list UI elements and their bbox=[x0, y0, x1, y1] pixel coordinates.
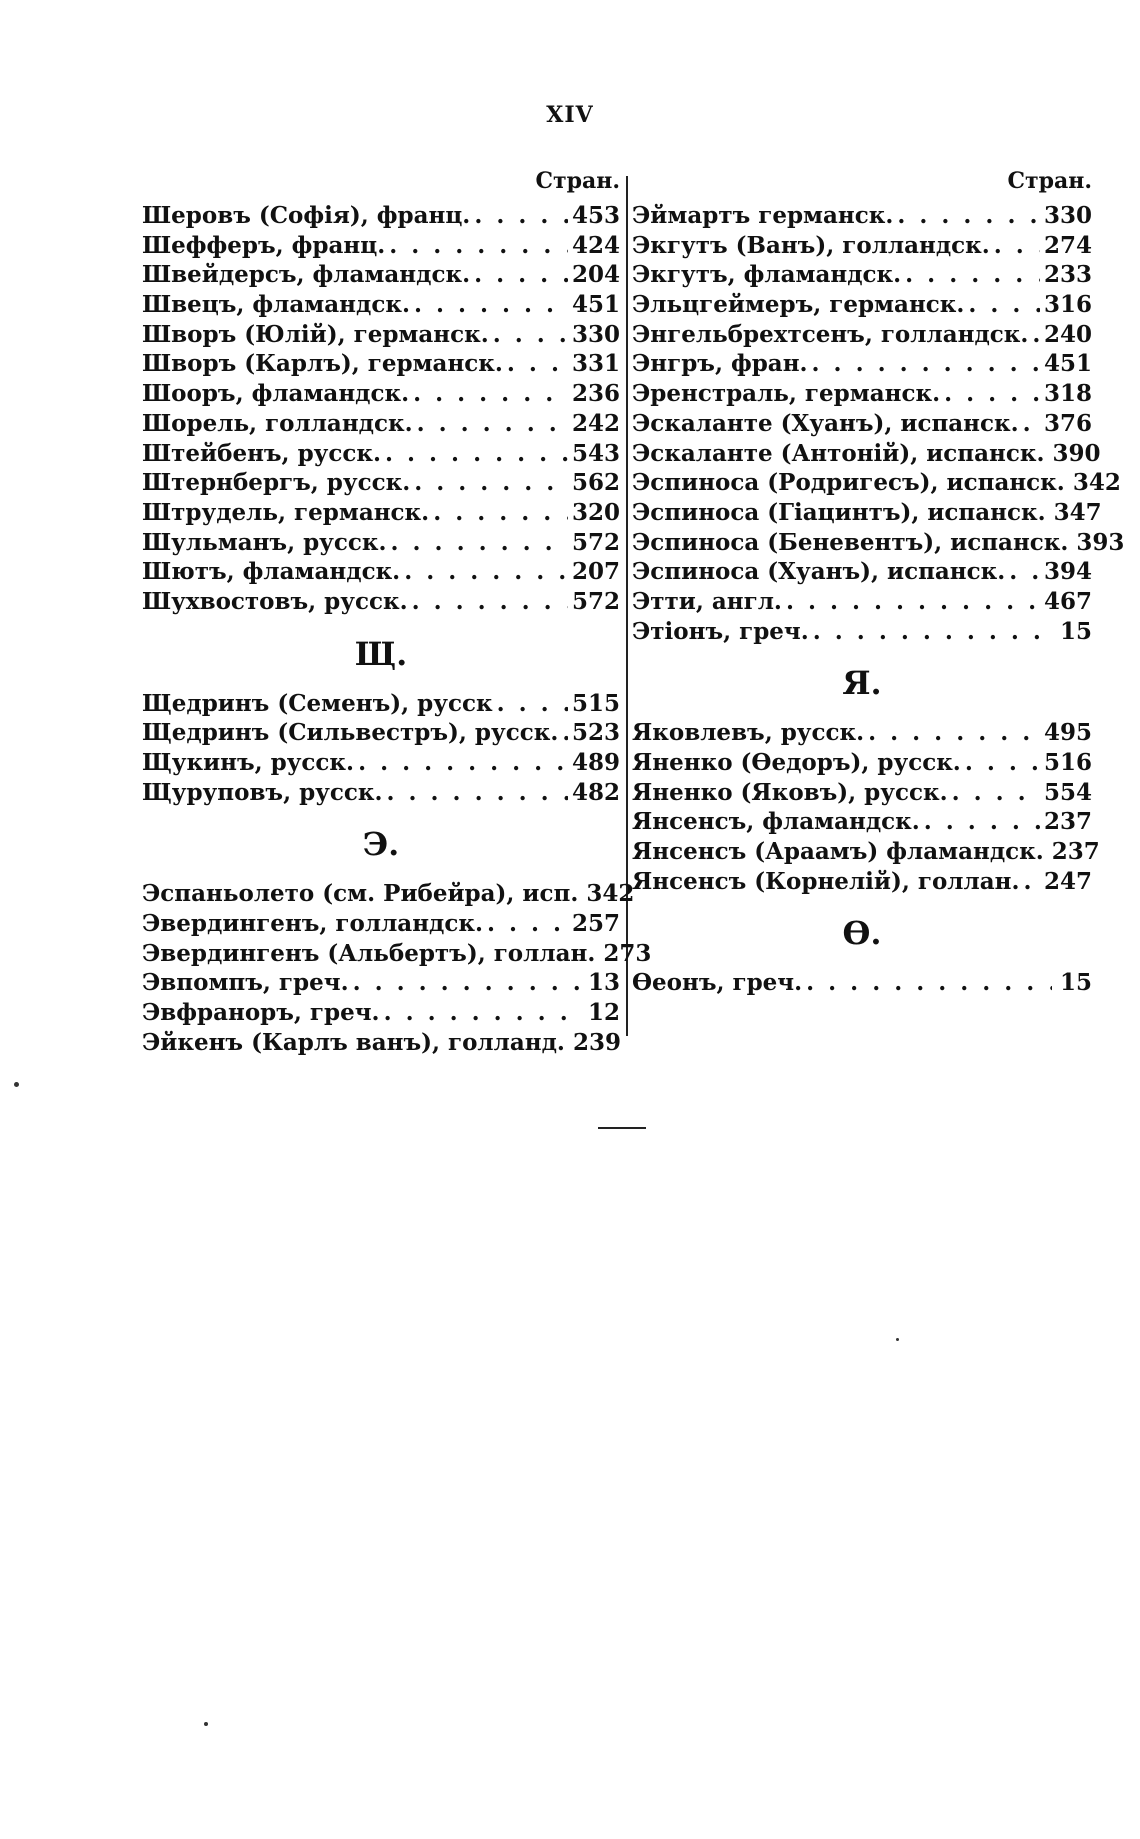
leader-dots bbox=[414, 469, 568, 496]
leader-dots bbox=[413, 380, 568, 407]
leader-dots bbox=[404, 558, 568, 585]
entry-name: Эвпомпъ, греч. bbox=[142, 969, 349, 997]
leader-dots bbox=[417, 410, 568, 437]
index-entry bbox=[632, 350, 1092, 380]
entry-page: 482 bbox=[571, 778, 620, 806]
right-column-header: Стран. bbox=[1007, 168, 1092, 194]
index-entry bbox=[632, 232, 1092, 262]
right-column bbox=[632, 168, 1125, 999]
entry-page: 342 bbox=[586, 880, 635, 908]
entry-name: Янсенсъ, фламандск. bbox=[632, 808, 920, 836]
entry-name: Швейдерсъ, фламандск. bbox=[142, 261, 471, 289]
index-entry bbox=[632, 498, 1102, 529]
entry-page: 331 bbox=[571, 350, 620, 378]
entry-name: Шорель, голландск. bbox=[142, 409, 413, 437]
index-entry bbox=[142, 202, 620, 232]
index-entry bbox=[632, 410, 1092, 440]
end-rule bbox=[598, 1127, 646, 1129]
entry-name: Штейбенъ, русск. bbox=[142, 439, 382, 467]
entry-page: 393 bbox=[1076, 528, 1125, 556]
leader-dots bbox=[868, 719, 1040, 746]
index-entry bbox=[632, 719, 1092, 749]
index-entry bbox=[142, 939, 652, 970]
entry-page: 237 bbox=[1043, 808, 1092, 836]
index-entry bbox=[142, 588, 620, 618]
index-entry bbox=[632, 261, 1092, 291]
left-group-shch bbox=[142, 690, 620, 809]
leader-dots bbox=[944, 380, 1040, 407]
entry-page: 572 bbox=[571, 587, 620, 615]
leader-dots bbox=[1023, 410, 1040, 437]
leader-dots bbox=[924, 808, 1040, 835]
index-entry bbox=[142, 910, 620, 940]
entry-page: 247 bbox=[1043, 867, 1092, 895]
index-entry bbox=[142, 779, 620, 809]
index-entry bbox=[142, 999, 620, 1029]
entry-page: 523 bbox=[571, 719, 620, 747]
entry-name: Эльцгеймеръ, германск. bbox=[632, 291, 965, 319]
left-column bbox=[142, 168, 652, 1059]
entry-name: Яненко (Ѳедоръ), русск. bbox=[632, 749, 961, 776]
entry-name: Эйкенъ (Карлъ ванъ), голланд. bbox=[142, 1028, 565, 1056]
entry-name: Эспиноса (Беневентъ), испанск. bbox=[632, 528, 1069, 556]
entry-page: 316 bbox=[1043, 291, 1092, 319]
entry-page: 467 bbox=[1043, 587, 1092, 615]
entry-name: Шухвостовъ, русск. bbox=[142, 587, 408, 615]
entry-name: Ѳеонъ, греч. bbox=[632, 969, 803, 997]
leader-dots bbox=[1032, 321, 1040, 348]
index-entry bbox=[632, 380, 1092, 410]
entry-page: 13 bbox=[587, 969, 620, 997]
leader-dots bbox=[813, 618, 1052, 645]
leader-dots bbox=[994, 232, 1040, 259]
index-entry bbox=[142, 291, 620, 321]
left-group-e bbox=[142, 880, 652, 1058]
leader-dots bbox=[389, 232, 568, 259]
entry-name: Эспаньолето (см. Рибейра), исп. bbox=[142, 880, 579, 908]
entry-name: Шефферъ, франц. bbox=[142, 231, 386, 259]
index-entry bbox=[142, 969, 620, 999]
index-entry bbox=[142, 469, 620, 499]
entry-page: 237 bbox=[1051, 838, 1100, 866]
index-entry bbox=[142, 529, 620, 559]
leader-dots bbox=[562, 719, 568, 746]
entry-page: 12 bbox=[587, 999, 620, 1027]
index-entry bbox=[142, 690, 620, 720]
entry-name: Экгутъ (Ванъ), голландск. bbox=[632, 231, 990, 259]
index-entry bbox=[142, 232, 620, 262]
entry-name: Яковлевъ, русск. bbox=[632, 719, 865, 747]
index-entry bbox=[632, 439, 1101, 470]
letter-heading-fita: Ѳ. bbox=[842, 914, 882, 953]
entry-page: 330 bbox=[1043, 202, 1092, 229]
entry-name: Эвердингенъ (Альбертъ), голлан. bbox=[142, 939, 596, 967]
index-entry bbox=[142, 380, 620, 410]
index-entry bbox=[632, 321, 1092, 351]
entry-name: Щуруповъ, русск. bbox=[142, 778, 383, 806]
right-group-e bbox=[632, 202, 1125, 647]
leader-dots bbox=[905, 261, 1040, 288]
entry-page: 376 bbox=[1043, 409, 1092, 437]
entry-page: 495 bbox=[1043, 719, 1092, 747]
entry-name: Швецъ, фламандск. bbox=[142, 291, 410, 319]
index-entry bbox=[632, 868, 1092, 898]
index-entry bbox=[632, 779, 1092, 809]
entry-page: 424 bbox=[571, 231, 620, 259]
entry-page: 451 bbox=[1043, 350, 1092, 378]
index-entry bbox=[632, 838, 1100, 868]
entry-name: Штернбергъ, русск. bbox=[142, 469, 411, 497]
entry-name: Эренстраль, германск. bbox=[632, 380, 941, 408]
leader-dots bbox=[968, 291, 1040, 318]
entry-name: Эспиноса (Родригесъ), испанск. bbox=[632, 469, 1065, 497]
leader-dots bbox=[474, 261, 568, 288]
index-entry bbox=[142, 749, 620, 779]
leader-dots bbox=[358, 749, 568, 776]
index-entry bbox=[632, 202, 1092, 232]
leader-dots bbox=[897, 202, 1040, 229]
index-entry bbox=[142, 321, 620, 351]
index-entry bbox=[142, 719, 620, 749]
left-column-header: Стран. bbox=[535, 168, 620, 194]
index-entry bbox=[632, 588, 1092, 618]
letter-heading-shch: Щ. bbox=[354, 634, 408, 673]
entry-page: 318 bbox=[1043, 380, 1092, 408]
entry-page: 242 bbox=[571, 409, 620, 437]
letter-heading-e: Э. bbox=[362, 825, 400, 864]
leader-dots bbox=[474, 202, 568, 229]
entry-name: Эспиноса (Хуанъ), испанск. bbox=[632, 558, 1006, 586]
entry-name: Эймартъ германск. bbox=[632, 202, 894, 229]
entry-name: Янсенсъ (Араамъ) фламандск. bbox=[632, 838, 1044, 866]
entry-name: Эвфраноръ, греч. bbox=[142, 999, 380, 1027]
entry-page: 453 bbox=[571, 202, 620, 229]
entry-page: 572 bbox=[571, 528, 620, 556]
entry-page: 330 bbox=[571, 320, 620, 348]
letter-heading-ya: Я. bbox=[842, 664, 882, 703]
entry-name: Шеровъ (Софія), франц. bbox=[142, 202, 471, 229]
entry-page: 516 bbox=[1043, 749, 1092, 776]
leader-dots bbox=[786, 588, 1040, 615]
entry-page: 273 bbox=[603, 939, 652, 967]
entry-page: 543 bbox=[571, 439, 620, 467]
entry-page: 274 bbox=[1043, 231, 1092, 259]
entry-page: 204 bbox=[571, 261, 620, 289]
index-entry bbox=[632, 618, 1092, 648]
index-entry bbox=[632, 469, 1121, 499]
left-group-sh bbox=[142, 202, 620, 618]
index-entry bbox=[632, 749, 1092, 779]
entry-name: Этіонъ, греч. bbox=[632, 617, 809, 645]
index-entry bbox=[142, 1029, 620, 1059]
entry-page: 207 bbox=[571, 558, 620, 586]
leader-dots bbox=[806, 969, 1052, 996]
entry-page: 342 bbox=[1072, 469, 1121, 497]
entry-name: Щедринъ (Семенъ), русск bbox=[142, 689, 493, 717]
index-entry bbox=[632, 558, 1092, 588]
leader-dots bbox=[487, 910, 568, 937]
entry-name: Шворъ (Карлъ), германск. bbox=[142, 350, 503, 378]
index-entry bbox=[142, 880, 635, 910]
print-speck bbox=[896, 1338, 899, 1341]
entry-page: 257 bbox=[571, 910, 620, 938]
entry-name: Эспиноса (Гіацинтъ), испанск. bbox=[632, 498, 1046, 526]
index-entry bbox=[632, 808, 1092, 838]
entry-name: Янсенсъ (Корнелій), голлан. bbox=[632, 867, 1020, 895]
index-entry bbox=[632, 291, 1092, 321]
entry-name: Эвердингенъ, голландск. bbox=[142, 910, 483, 938]
entry-name: Эскаланте (Хуанъ), испанск. bbox=[632, 409, 1019, 437]
entry-page: 554 bbox=[1043, 778, 1092, 806]
page-number: XIV bbox=[546, 102, 594, 128]
leader-dots bbox=[493, 321, 568, 348]
entry-page: 347 bbox=[1053, 498, 1102, 526]
leader-dots bbox=[1023, 868, 1040, 895]
index-entry bbox=[632, 969, 1092, 999]
entry-name: Шооръ, фламандск. bbox=[142, 380, 410, 408]
entry-page: 239 bbox=[572, 1028, 621, 1056]
leader-dots bbox=[384, 999, 580, 1026]
leader-dots bbox=[353, 969, 580, 996]
entry-name: Шворъ (Юлій), германск. bbox=[142, 320, 489, 348]
entry-page: 515 bbox=[571, 689, 620, 717]
leader-dots bbox=[385, 440, 568, 467]
entry-name: Шульманъ, русск. bbox=[142, 528, 387, 556]
leader-dots bbox=[433, 499, 568, 526]
leader-dots bbox=[387, 779, 568, 806]
entry-page: 15 bbox=[1059, 969, 1092, 997]
entry-name: Эскаланте (Антоній), испанск. bbox=[632, 439, 1045, 467]
leader-dots bbox=[507, 350, 568, 377]
index-entry bbox=[142, 558, 620, 588]
index-entry bbox=[142, 440, 620, 470]
entry-page: 236 bbox=[571, 380, 620, 408]
entry-name: Яненко (Яковъ), русск. bbox=[632, 778, 948, 806]
entry-name: Энгельбрехтсенъ, голландск. bbox=[632, 320, 1029, 348]
entry-name: Экгутъ, фламандск. bbox=[632, 261, 902, 289]
leader-dots bbox=[497, 690, 568, 717]
leader-dots bbox=[414, 291, 568, 318]
index-entry bbox=[632, 528, 1125, 559]
right-group-fita bbox=[632, 969, 1092, 999]
right-group-ya bbox=[632, 719, 1100, 897]
index-entry bbox=[142, 261, 620, 291]
leader-dots bbox=[952, 779, 1040, 806]
entry-page: 390 bbox=[1052, 439, 1101, 467]
entry-page: 15 bbox=[1059, 617, 1092, 645]
entry-page: 394 bbox=[1043, 558, 1092, 586]
leader-dots bbox=[412, 588, 568, 615]
leader-dots bbox=[391, 529, 568, 556]
entry-page: 320 bbox=[571, 498, 620, 526]
entry-page: 451 bbox=[571, 291, 620, 319]
leader-dots bbox=[1009, 558, 1040, 585]
entry-name: Щедринъ (Сильвестръ), русск. bbox=[142, 719, 559, 747]
entry-name: Энгръ, фран. bbox=[632, 350, 808, 378]
index-entry bbox=[142, 350, 620, 380]
index-entry bbox=[142, 410, 620, 440]
entry-name: Щукинъ, русск. bbox=[142, 749, 355, 776]
index-entry bbox=[142, 499, 620, 529]
entry-page: 233 bbox=[1043, 261, 1092, 289]
entry-page: 240 bbox=[1043, 320, 1092, 348]
entry-name: Шютъ, фламандск. bbox=[142, 558, 401, 586]
print-speck bbox=[204, 1722, 208, 1726]
print-speck bbox=[14, 1082, 19, 1087]
entry-name: Штрудель, германск. bbox=[142, 498, 430, 526]
leader-dots bbox=[812, 350, 1040, 377]
entry-name: Этти, англ. bbox=[632, 587, 782, 615]
entry-page: 489 bbox=[571, 749, 620, 776]
leader-dots bbox=[965, 749, 1040, 776]
entry-page: 562 bbox=[571, 469, 620, 497]
